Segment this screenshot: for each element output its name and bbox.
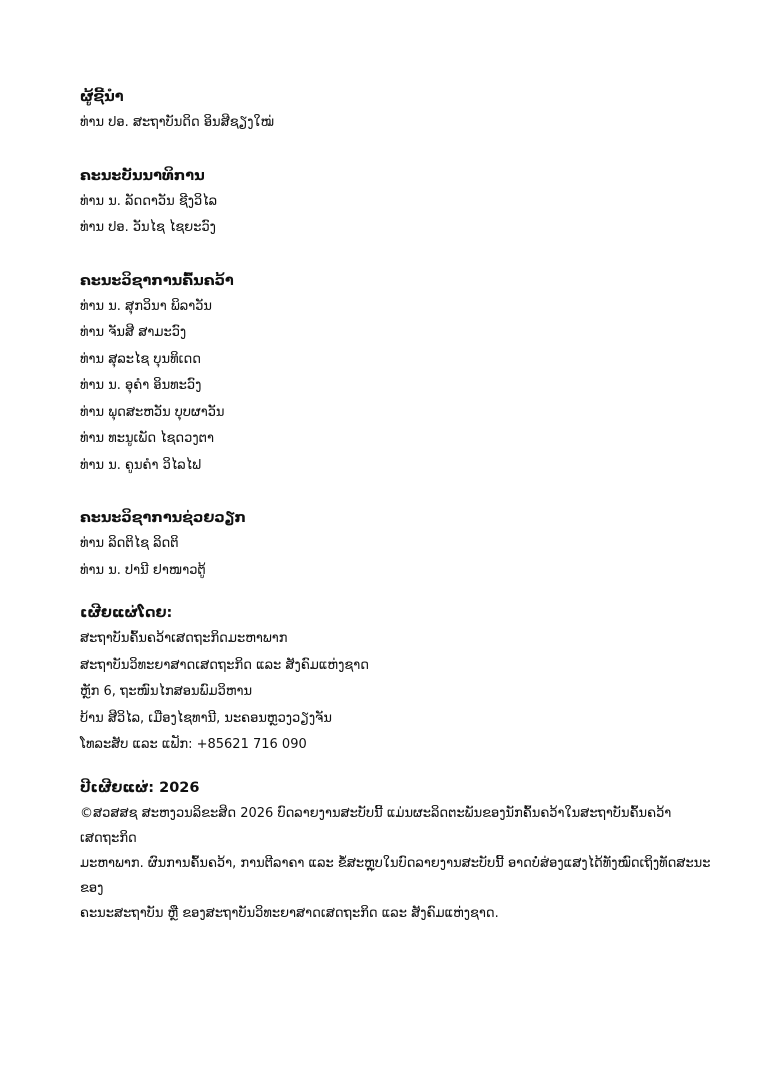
support-name: ທ່ານ ລິດຕິໄຊ ລິດຕິ — [80, 536, 179, 551]
research-name: ທ່ານ ພຸດສະຫວັນ ບຸບຜາວັນ — [80, 404, 225, 420]
research-name: ທ່ານ ສຸລະໄຊ ບຸນທິເດດ — [80, 351, 201, 367]
advisor-section — [80, 84, 720, 137]
publisher-line: ສະຖາບັນວິທະຍາສາດເສດຖະກິດ ແລະ ສັງຄົມແຫ່ງຊາດ — [80, 657, 369, 673]
research-heading: ຄະນະວິຊາການຄົ້ນຄວ້າ — [80, 272, 234, 289]
editorial-section — [80, 163, 720, 242]
credits-page — [80, 84, 720, 926]
editorial-heading: ຄະນະບັນນາທິການ — [80, 167, 205, 184]
copyright-line: ມະຫາພາກ. ຜົນການຄົ້ນຄວ້າ, ການຕີລາຄາ ແລະ ຂໍ້ສະຫຼຸບໃນບົດລາຍງານສະບັບນີ້ ອາດບໍ່ສ່ອງແສງໄດ້ທັງໝົດເຖິງທັດສະນະຂອງ — [80, 855, 711, 896]
advisor-heading: ຜູ້ຊີ້ນຳ — [80, 89, 124, 105]
copyright-line: ຄະນະສະຖາບັນ ຫຼື ຂອງສະຖາບັນວິທະຍາສາດເສດຖະກິດ ແລະ ສັງຄົມແຫ່ງຊາດ. — [80, 905, 499, 921]
research-section — [80, 268, 720, 480]
publisher-line: ສະຖາບັນຄົ້ນຄວ້າເສດຖະກິດມະຫາພາກ — [80, 631, 288, 646]
copyright-section — [80, 775, 720, 926]
research-name: ທ່ານ ນ. ສຸກວິນາ ພິລາວັນ — [80, 298, 212, 314]
research-name: ທ່ານ ນ. ອຸຄຳ ອິນທະວົງ — [80, 378, 202, 393]
advisor-name: ທ່ານ ປອ. ສະຖາບັນດິດ ອິນສີຊຽງໃໝ່ — [80, 115, 275, 130]
research-name: ທ່ານ ທະນູເພັດ ໄຊດວງຕາ — [80, 431, 214, 446]
editorial-name: ທ່ານ ປອ. ວັນໄຊ ໄຊຍະວົງ — [80, 220, 216, 235]
research-name: ທ່ານ ນ. ຄູນຄຳ ວິໄລໄຟ — [80, 457, 201, 473]
support-heading: ຄະນະວິຊາການຊ່ວຍວຽກ — [80, 510, 246, 526]
copyright-line: ©ສວສສຊ ສະຫງວນລິຂະສິດ 2026 ບົດລາຍງານສະບັບນີ້ ແມ່ນຜະລິດຕະພັນຂອງນັກຄົ້ນຄວ້າໃນສະຖາບັນຄົ້ນຄວ້າເສດຖະກິດ — [80, 805, 672, 846]
research-name: ທ່ານ ຈັນສີ ສາມະວົງ — [80, 325, 187, 340]
support-name: ທ່ານ ນ. ປານີ ຢາໜາວຕູ້ — [80, 562, 206, 578]
publication-year: ປີເຜີຍແຜ່: 2026 — [80, 779, 200, 796]
publisher-heading: ເຜີຍແຜ່ໂດຍ: — [80, 605, 173, 621]
publisher-address: ຫຼັກ 6, ຖະໜົນໄກສອນພົມວິຫານ — [80, 684, 253, 699]
publisher-section — [80, 600, 720, 759]
support-section — [80, 505, 720, 584]
publisher-phone: ໂທລະສັບ ແລະ ແຟັກ: +85621 716 090 — [80, 737, 307, 752]
editorial-name: ທ່ານ ນ. ລັດດາວັນ ຊີງວິໄລ — [80, 193, 218, 209]
publisher-address: ບ້ານ ສີວິໄລ, ເມືອງໄຊທານີ, ນະຄອນຫຼວງວຽງຈັນ — [80, 710, 332, 726]
